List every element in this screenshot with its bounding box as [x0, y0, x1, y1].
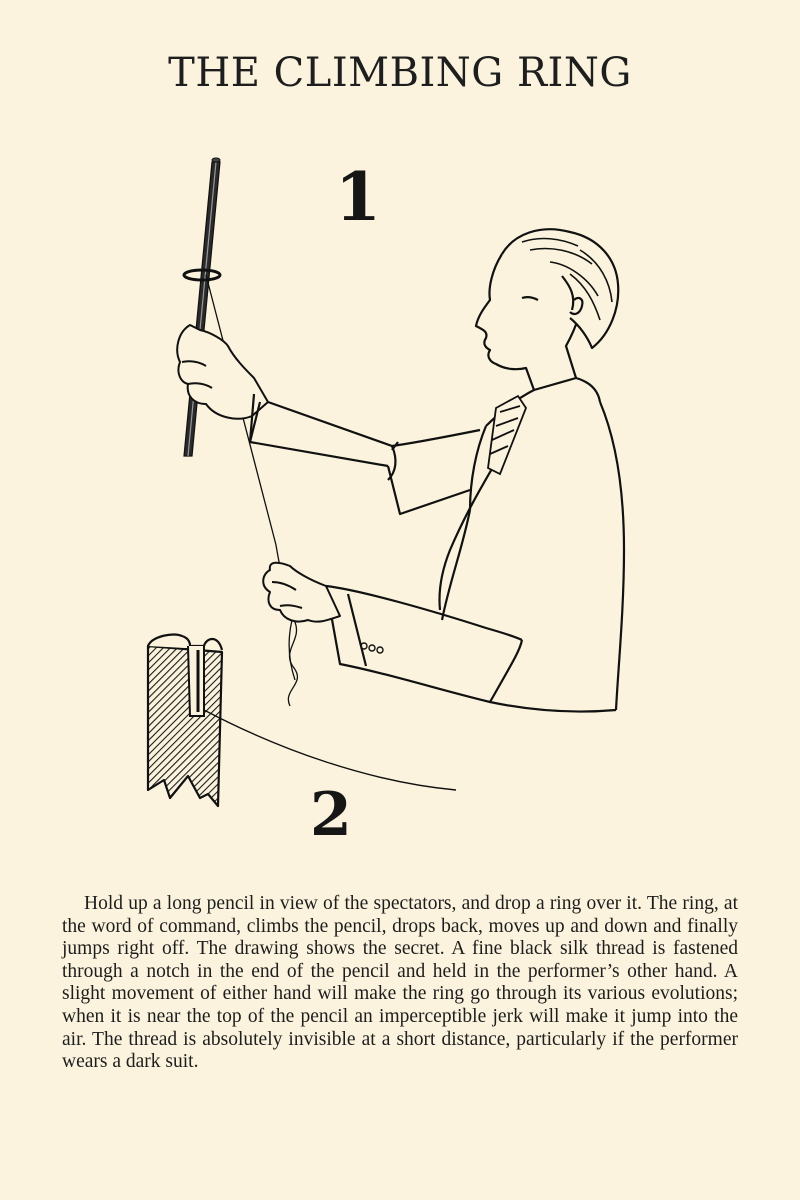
necktie-drawing [488, 396, 526, 474]
upper-arm-sleeve [250, 394, 480, 514]
silk-thread [206, 275, 295, 680]
performer-jacket [439, 378, 624, 710]
figure-number-1: 1 [335, 158, 381, 236]
figure-number-2: 2 [310, 780, 352, 850]
notched-pencil-end [148, 634, 222, 806]
lower-hand-drawing [263, 563, 340, 622]
body-paragraph: Hold up a long pencil in view of the spectators, and drop a ring over it. The ring, at the word of command, climbs the pencil, drops back, moves up and down and finally jumps right off. The drawing shows the secret. A fine black silk thread is fastened through a notch in the end of the pencil and held in the performer’s other hand. A slight movement of either hand will make the ring go through its various evolutions; when it is near the top of the pencil an imperceptible jerk will make it jump into the air. The thread is absolutely invisible at a short distance, particularly if the performer wears a dark suit. [62, 893, 738, 1073]
page-title: THE CLIMBING RING [168, 50, 632, 96]
thread-from-notch [204, 710, 456, 790]
magician-illustration [130, 150, 690, 850]
sleeve-buttons [361, 643, 383, 653]
